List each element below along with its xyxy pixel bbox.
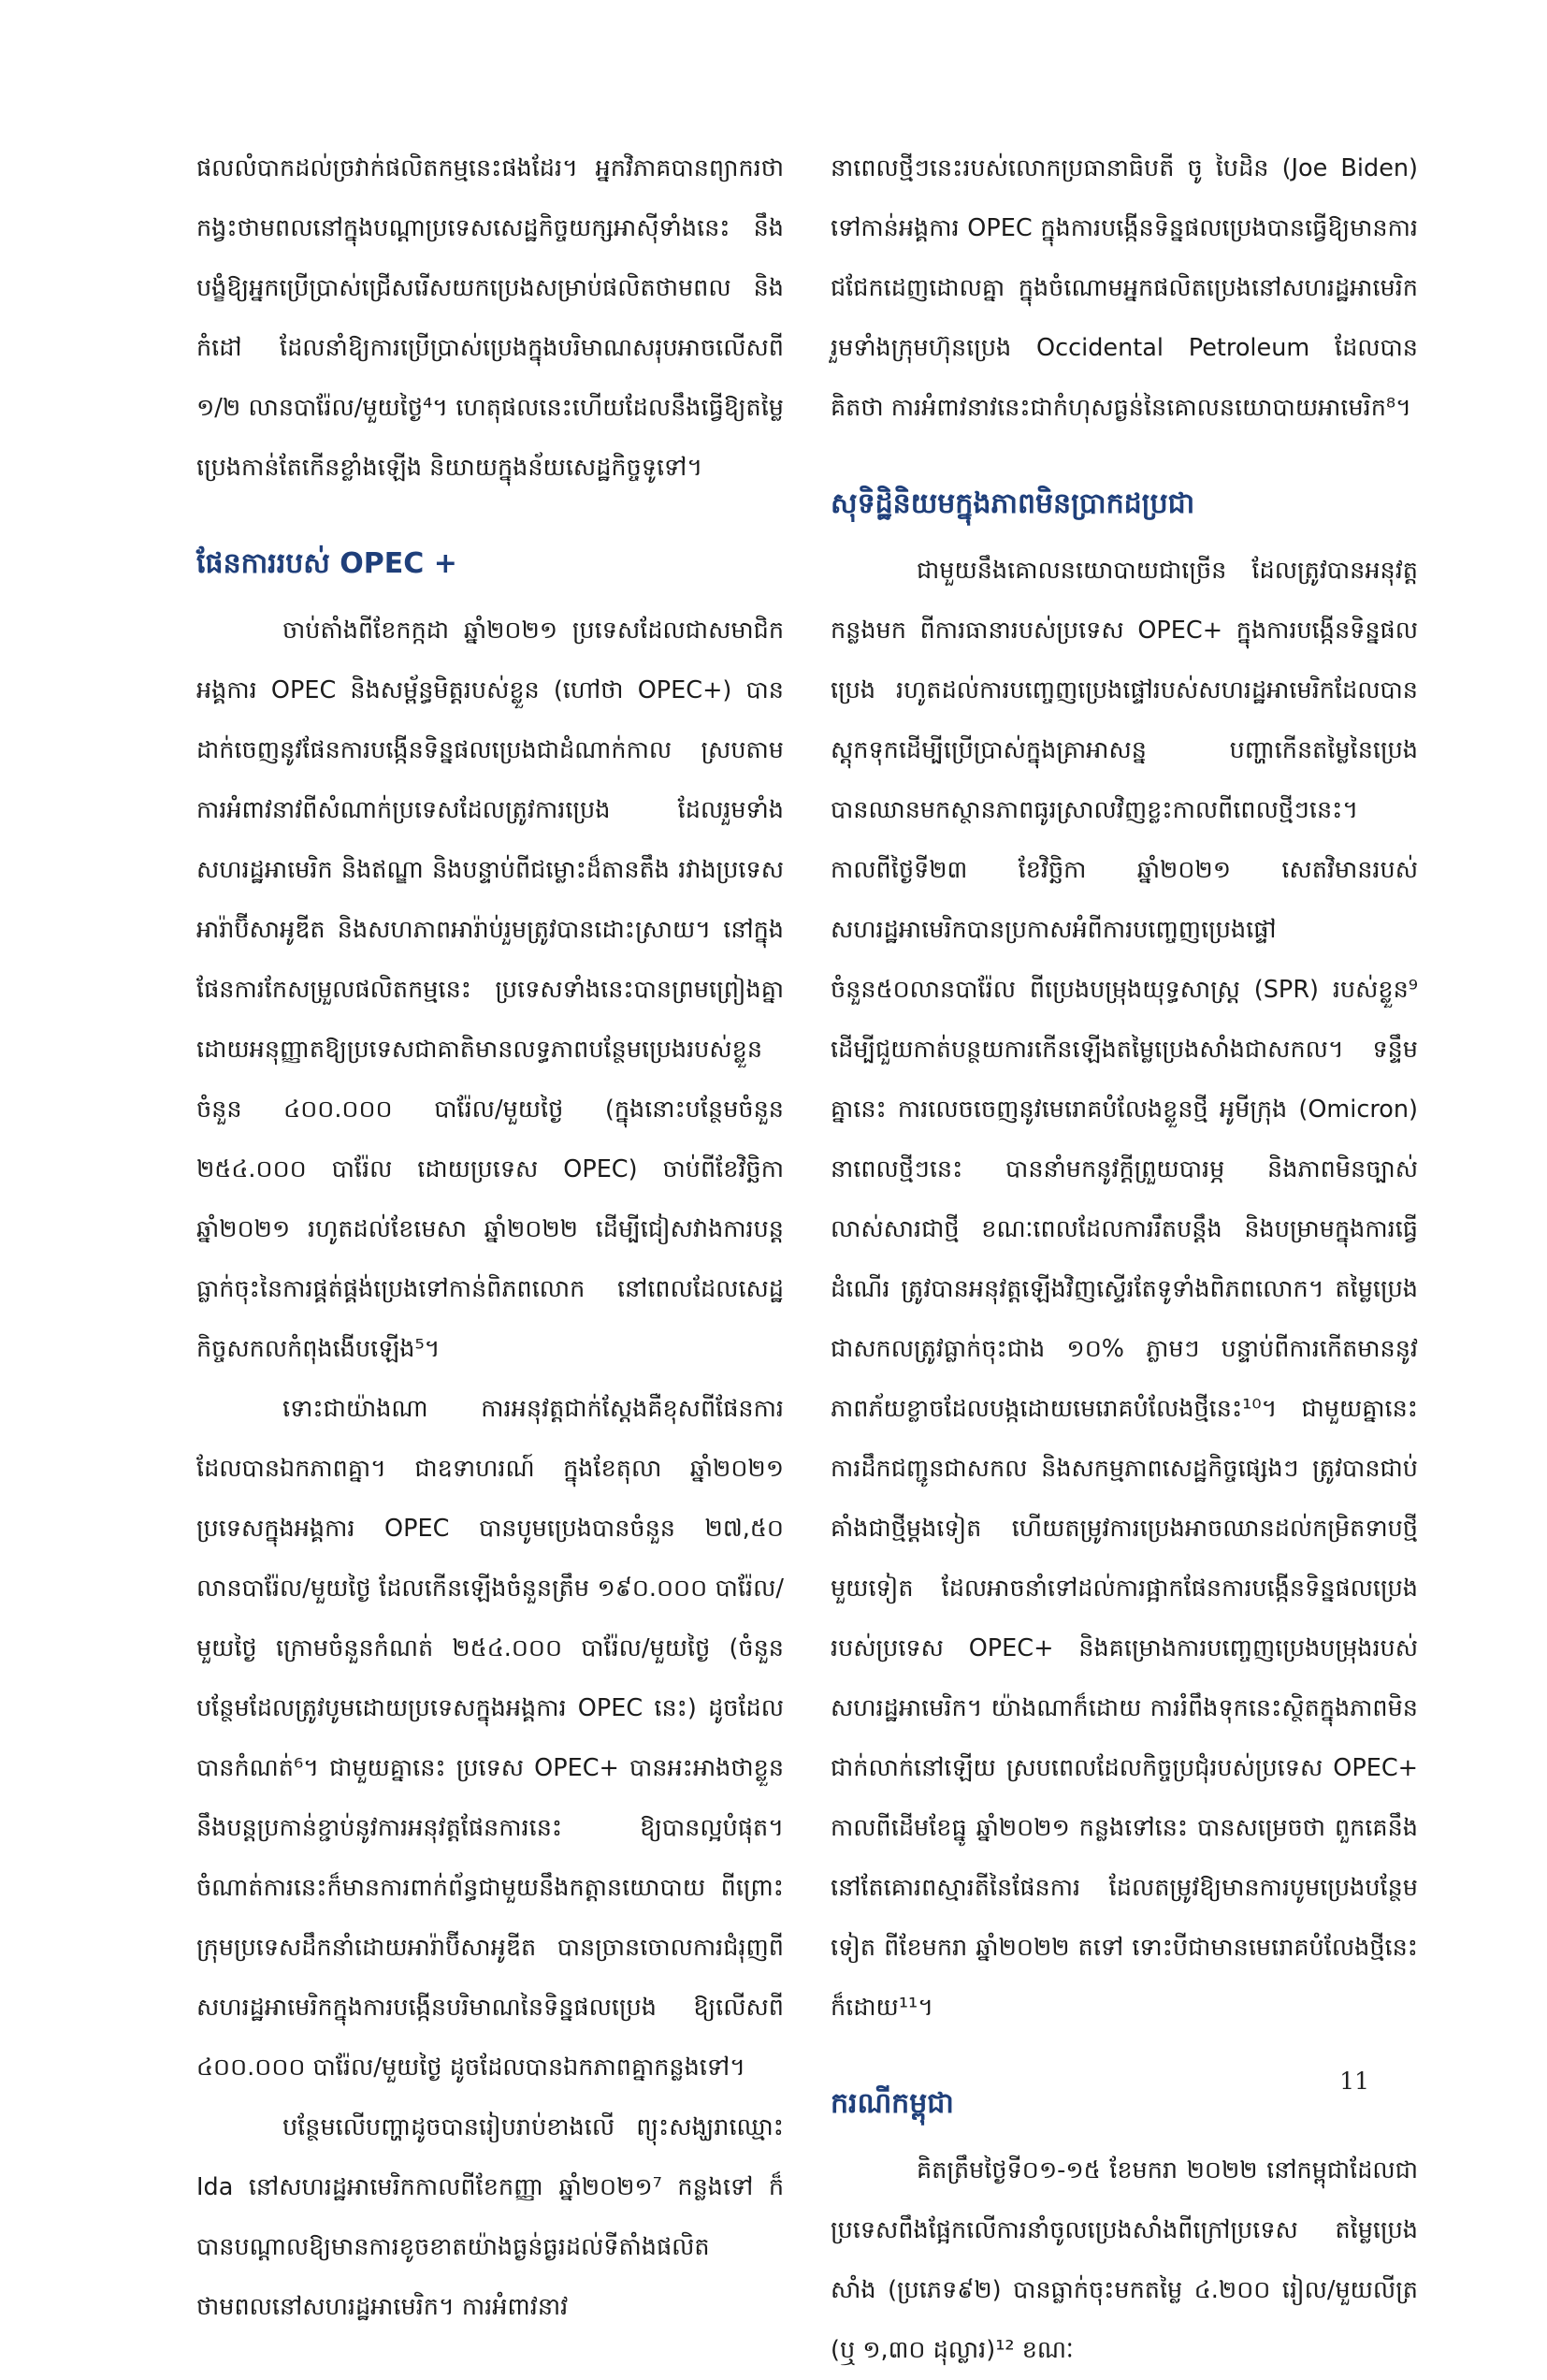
- paragraph-opec-1: ចាប់តាំងពីខែកក្កដា ឆ្នាំ២០២១ ប្រទេសដែលជាសមាជិកអង្គការ OPEC និងសម្ព័ន្ធមិត្តរបស់ខ្លួន (ហៅថា OPEC+) បានដាក់ចេញនូវផែនការបង្កើនទិន្នផលប្រេងជាដំណាក់កាល ស្របតាមការអំពាវនាវពីសំណាក់ប្រទេសដែលត្រូវការប្រេង ដែលរួមទាំងសហរដ្ឋអាមេរិក និងឥណ្ឌា និងបន្ទាប់ពីជម្លោះដ៏តានតឹង រវាងប្រទេសអារ៉ាប៊ីសាអូឌីត និងសហភាពអារ៉ាប់រួមត្រូវបានដោះស្រាយ។ នៅក្នុងផែនការកែសម្រួលផលិតកម្មនេះ ប្រទេសទាំងនេះបានព្រមព្រៀងគ្នា ដោយអនុញ្ញាតឱ្យប្រទេសជាគាតិមានលទ្ធភាពបន្ថែមប្រេងរបស់ខ្លួនចំនួន ៤០០.០០០ បារ៉ែល/មួយថ្ងៃ (ក្នុងនោះបន្ថែមចំនួន ២៥៤.០០០ បារ៉ែល ដោយប្រទេស OPEC) ចាប់ពីខែវិច្ឆិកា ឆ្នាំ២០២១ រហូតដល់ខែមេសា ឆ្នាំ២០២២ ដើម្បីជៀសវាងការបន្តធ្លាក់ចុះនៃការផ្គត់ផ្គង់ប្រេងទៅកាន់ពិភពលោក នៅពេលដែលសេដ្ឋកិច្ចសកលកំពុងងើបឡើង⁵។: [196, 617, 784, 1363]
- heading-opec-plan: ផែនការរបស់ OPEC +: [196, 547, 457, 580]
- heading-cambodia: ករណីកម្ពុជា: [831, 2087, 954, 2120]
- paragraph-intro: ផលលំបាកដល់ច្រវាក់ផលិតកម្មនេះផងដែរ។ អ្នកវិភាគបានព្យាករថា កង្វះថាមពលនៅក្នុងបណ្ដាប្រទេសសេដ្ឋកិច្ចយក្សអាស៊ីទាំងនេះ នឹងបង្ខំឱ្យអ្នកប្រើប្រាស់ជ្រើសរើសយកប្រេងសម្រាប់ផលិតថាមពល និងកំដៅ ដែលនាំឱ្យការប្រើប្រាស់ប្រេងក្នុងបរិមាណសរុបអាចលើសពី ១/២ លានបារ៉ែល/មួយថ្ងៃ⁴។ ហេតុផលនេះហើយដែលនឹងធ្វើឱ្យតម្លៃប្រេងកាន់តែកើនខ្លាំងឡើង និយាយក្នុងន័យសេដ្ឋកិច្ចទូទៅ។: [196, 154, 784, 482]
- paragraph-opec-2: ទោះជាយ៉ាងណា ការអនុវត្តជាក់ស្ដែងគឺខុសពីផែនការដែលបានឯកភាពគ្នា។ ជាឧទាហរណ៍ ក្នុងខែតុលា ឆ្នាំ២០២១ ប្រទេសក្នុងអង្គការ OPEC បានបូមប្រេងបានចំនួន ២៧,៥០ លានបារ៉ែល/មួយថ្ងៃ ដែលកើនឡើងចំនួនត្រឹម ១៩០.០០០ បារ៉ែល/មួយថ្ងៃ ក្រោមចំនួនកំណត់ ២៥៤.០០០ បារ៉ែល/មួយថ្ងៃ (ចំនួនបន្ថែមដែលត្រូវបូមដោយប្រទេសក្នុងអង្គការ OPEC នេះ) ដូចដែលបានកំណត់⁶។ ជាមួយគ្នានេះ ប្រទេស OPEC+ បានអះអាងថាខ្លួននឹងបន្តប្រកាន់ខ្ជាប់នូវការអនុវត្តផែនការនេះ ឱ្យបានល្អបំផុត។ ចំណាត់ការនេះក៏មានការពាក់ព័ន្ធជាមួយនឹងកត្តានយោបាយ ពីព្រោះក្រុមប្រទេសដឹកនាំដោយអារ៉ាប៊ីសាអូឌីត បានច្រានចោលការជំរុញពីសហរដ្ឋអាមេរិកក្នុងការបង្កើនបរិមាណនៃទិន្នផលប្រេង ឱ្យលើសពី ៤០០.០០០ បារ៉ែល/មួយថ្ងៃ ដូចដែលបានឯកភាពគ្នាកន្លងទៅ។: [196, 1395, 784, 2082]
- right-column: [831, 138, 1418, 2364]
- left-column: [196, 138, 784, 2321]
- paragraph-cambodia: គិតត្រឹមថ្ងៃទី០១-១៥ ខែមករា ២០២២ នៅកម្ពុជាដែលជាប្រទេសពឹងផ្អែកលើការនាំចូលប្រេងសាំងពីក្រៅប្រទេស តម្លៃប្រេងសាំង (ប្រភេទ៩២) បានធ្លាក់ចុះមកតម្លៃ ៤.២០០ រៀល/មួយលីត្រ (ឬ ១,៣០ ដុល្លារ)¹² ខណៈ: [831, 2156, 1418, 2364]
- paragraph-biden: នាពេលថ្មីៗនេះរបស់លោកប្រធានាធិបតី ចូ បៃដិន (Joe Biden) ទៅកាន់អង្គការ OPEC ក្នុងការបង្កើនទិន្នផលប្រេងបានធ្វើឱ្យមានការជជែកដេញដោលគ្នា ក្នុងចំណោមអ្នកផលិតប្រេងនៅសហរដ្ឋអាមេរិក រួមទាំងក្រុមហ៊ុនប្រេង Occidental Petroleum ដែលបានគិតថា ការអំពាវនាវនេះជាកំហុសធ្ងន់នៃគោលនយោបាយអាមេរិក⁸។: [831, 154, 1418, 422]
- paragraph-opec-3: បន្ថែមលើបញ្ហាដូចបានរៀបរាប់ខាងលើ ព្យុះសង្ឃរាឈ្មោះ Ida នៅសហរដ្ឋអាមេរិកកាលពីខែកញ្ញា ឆ្នាំ២០២១⁷ កន្លងទៅ ក៏បានបណ្ដាលឱ្យមានការខូចខាតយ៉ាងធ្ងន់ធ្ងរដល់ទីតាំងផលិតថាមពលនៅសហរដ្ឋអាមេរិក។ ការអំពាវនាវ: [196, 2113, 784, 2321]
- page-number: 11: [1339, 2068, 1369, 2095]
- paragraph-optimism-1: ជាមួយនឹងគោលនយោបាយជាច្រើន ដែលត្រូវបានអនុវត្តកន្លងមក ពីការធានារបស់ប្រទេស OPEC+ ក្នុងការបង្កើនទិន្នផលប្រេង រហូតដល់ការបញ្ចេញប្រេងផ្ទៅរបស់សហរដ្ឋអាមេរិកដែលបានស្តុកទុកដើម្បីប្រើប្រាស់ក្នុងគ្រាអាសន្ន បញ្ហាកើនតម្លៃនៃប្រេងបានឈានមកស្ថានភាពធូរស្រាលវិញខ្លះកាលពីពេលថ្មីៗនេះ។ កាលពីថ្ងៃទី២៣ ខែវិច្ឆិកា ឆ្នាំ២០២១ សេតវិមានរបស់សហរដ្ឋអាមេរិកបានប្រកាសអំពីការបញ្ចេញប្រេងផ្ទៅចំនួន៥០លានបារ៉ែល ពីប្រេងបម្រុងយុទ្ធសាស្ត្រ (SPR) របស់ខ្លួន⁹ ដើម្បីជួយកាត់បន្ថយការកើនឡើងតម្លៃប្រេងសាំងជាសកល។ ទន្ទឹមគ្នានេះ ការលេចចេញនូវមេរោគបំលែងខ្លួនថ្មី អូមីក្រុង (Omicron) នាពេលថ្មីៗនេះ បាននាំមកនូវក្ដីព្រួយបារម្ភ និងភាពមិនច្បាស់លាស់សារជាថ្មី ខណៈពេលដែលការរឹតបន្តឹង និងបម្រាមក្នុងការធ្វើដំណើរ ត្រូវបានអនុវត្តឡើងវិញស្ទើរតែទូទាំងពិភពលោក។ តម្លៃប្រេងជាសកលត្រូវធ្លាក់ចុះជាង ១០% ភ្លាមៗ បន្ទាប់ពីការកើតមាននូវភាពភ័យខ្លាចដែលបង្កដោយមេរោគបំលែងថ្មីនេះ¹⁰។ ជាមួយគ្នានេះ ការដឹកជញ្ជូនជាសកល និងសកម្មភាពសេដ្ឋកិច្ចផ្សេងៗ ត្រូវបានជាប់គាំងជាថ្មីម្ដងទៀត ហើយតម្រូវការប្រេងអាចឈានដល់កម្រិតទាបថ្មីមួយទៀត ដែលអាចនាំទៅដល់ការផ្អាកផែនការបង្កើនទិន្នផលប្រេងរបស់ប្រទេស OPEC+ និងគម្រោងការបញ្ចេញប្រេងបម្រុងរបស់សហរដ្ឋអាមេរិក។ យ៉ាងណាក៏ដោយ ការរំពឹងទុកនេះស្ថិតក្នុងភាពមិនជាក់លាក់នៅឡើយ ស្របពេលដែលកិច្ចប្រជុំរបស់ប្រទេស OPEC+ កាលពីដើមខែធ្នូ ឆ្នាំ២០២១ កន្លងទៅនេះ បានសម្រេចថា ពួកគេនឹងនៅតែគោរពស្មារតីនៃផែនការ ដែលតម្រូវឱ្យមានការបូមប្រេងបន្ថែមទៀត ពីខែមករា ឆ្នាំ២០២២ តទៅ ទោះបីជាមានមេរោគបំលែងថ្មីនេះក៏ដោយ¹¹។: [831, 557, 1418, 2022]
- heading-optimism: សុទិដ្ឋិនិយមក្នុងភាពមិនប្រាកដប្រជា: [831, 487, 1195, 520]
